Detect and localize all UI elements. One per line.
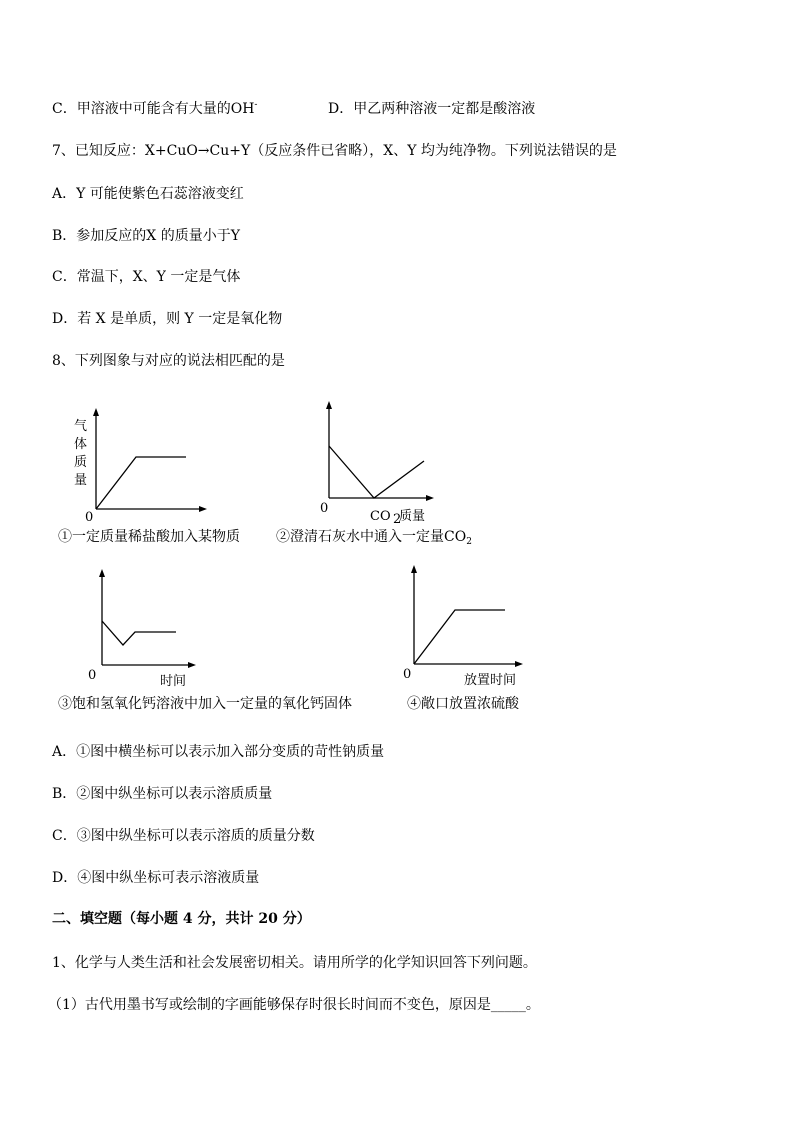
q6-option-d: D．甲乙两种溶液一定都是酸溶液 [328,101,536,117]
graph-4-origin: 0 [403,667,412,682]
graph-2 [320,405,430,527]
graph-4-caption: ④敞口放置浓硫酸 [407,696,519,712]
graph-4-xlabel: 放置时间 [464,673,517,688]
graph-1-ylabel-3: 质 [74,455,88,470]
section-2-q1-part1: （1）古代用墨书写或绘制的字画能够保存时很长时间而不变色，原因是_____。 [48,997,540,1013]
graph-4 [403,569,519,688]
graph-3-curve [102,621,176,645]
graph-4-curve [414,610,505,664]
graph-2-caption [276,528,472,548]
graph-2-caption-sub: 2 [466,537,472,547]
graph-1-ylabel-2: 体 [74,437,88,452]
q8-option-b: B．②图中纵坐标可以表示溶质质量 [52,786,273,802]
graph-3-origin: 0 [88,668,97,683]
q8-option-a: A．①图中横坐标可以表示加入部分变质的苛性钠质量 [52,744,385,760]
q8-stem: 8、下列图象与对应的说法相匹配的是 [52,353,285,369]
graph-2-curve [329,446,424,498]
graph-2-origin: 0 [320,501,329,516]
graph-2-xlabel-tail: 质量 [399,509,426,524]
graph-1-ylabel-1: 气 [74,419,88,434]
graph-1-caption: ①一定质量稀盐酸加入某物质 [58,529,240,545]
q7-option-c: C．常温下，X、Y 一定是气体 [52,269,241,285]
graph-1-curve [96,457,186,509]
graph-3 [88,573,192,689]
q7-option-d: D．若 X 是单质，则 Y 一定是氧化物 [52,311,283,327]
graph-3-caption: ③饱和氢氧化钙溶液中加入一定量的氧化钙固体 [58,696,352,712]
q7-option-b: B．参加反应的X 的质量小于Y [52,228,240,244]
q6-option-c-text: C．甲溶液中可能含有大量的OH [52,101,255,117]
graph-2-caption-main: ②澄清石灰水中通入一定量CO [276,529,467,545]
q8-option-c: C．③图中纵坐标可以表示溶质的质量分数 [52,828,315,844]
q6-option-c-superscript: - [254,100,258,110]
graph-3-xlabel: 时间 [160,674,187,689]
q8-option-d: D．④图中纵坐标可表示溶液质量 [52,870,260,886]
section-2-q1-stem: 1、化学与人类生活和社会发展密切相关。请用所学的化学知识回答下列问题。 [52,955,537,971]
q7-stem: 7、已知反应：X+CuO→Cu+Y（反应条件已省略），X、Y 均为纯净物。下列说法错误的是 [52,143,617,159]
graph-1 [74,412,203,525]
q7-option-a: A．Y 可能使紫色石蕊溶液变红 [52,186,244,202]
graph-2-xlabel-main: CO [370,509,391,524]
graph-1-origin: 0 [85,510,94,525]
graph-2-xlabel-sub: 2 [393,512,402,527]
graph-1-ylabel-4: 量 [74,473,88,488]
section-2-title: 二、填空题（每小题 4 分，共计 20 分） [52,911,311,927]
